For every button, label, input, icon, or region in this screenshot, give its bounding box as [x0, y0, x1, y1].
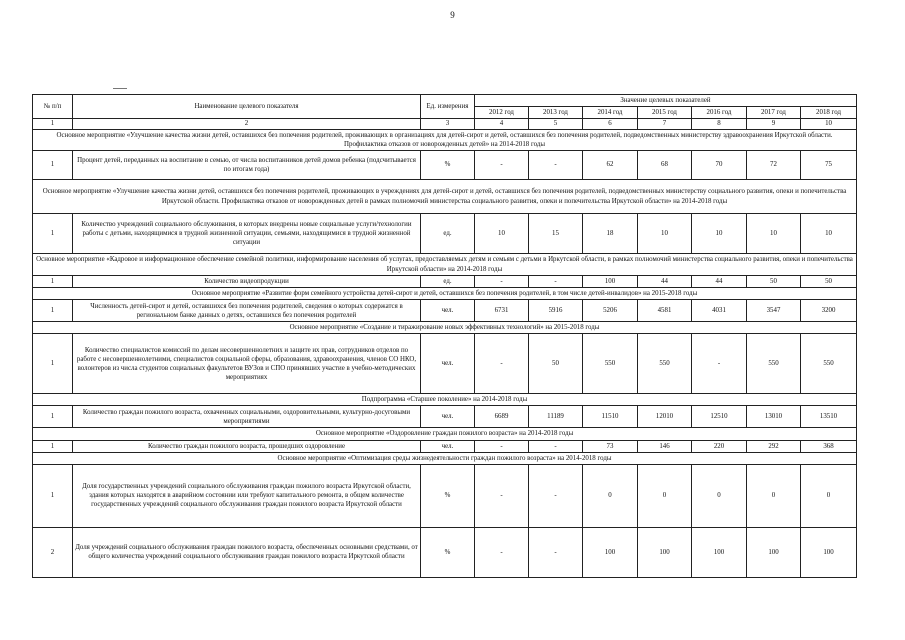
indicator-value: 10 [475, 214, 529, 254]
indicator-value: - [475, 440, 529, 452]
indicator-value: 62 [583, 151, 638, 180]
indicator-value: 4581 [638, 300, 692, 322]
indicator-name: Процент детей, переданных на воспитание в семью, от числа воспитанников детей домов ребенка (подсчитывается по итогам года) [73, 151, 421, 180]
indicator-name: Количество граждан пожилого возраста, прошедших оздоровление [73, 440, 421, 452]
indicator-value: 12010 [638, 406, 692, 428]
indicator-value: 146 [638, 440, 692, 452]
header-year: 2012 год [475, 107, 529, 119]
indicator-value: 368 [801, 440, 857, 452]
indicator-value: 72 [747, 151, 801, 180]
section-row [33, 288, 857, 300]
column-number: 5 [529, 119, 583, 130]
indicator-unit: % [421, 151, 475, 180]
indicator-value: 75 [801, 151, 857, 180]
section-row [33, 428, 857, 440]
indicator-value: 15 [529, 214, 583, 254]
indicator-value: - [475, 151, 529, 180]
indicator-row [33, 527, 857, 577]
indicator-row [33, 214, 857, 254]
indicator-value: 10 [801, 214, 857, 254]
indicator-value: - [475, 527, 529, 577]
indicator-value: 100 [583, 527, 638, 577]
header-unit: Ед. измерения [421, 95, 475, 119]
row-number: 1 [33, 464, 73, 527]
indicator-value: 44 [692, 276, 747, 288]
indicator-value: 100 [801, 527, 857, 577]
page-number: 9 [450, 10, 455, 20]
indicator-unit: ед. [421, 214, 475, 254]
indicator-value: 10 [692, 214, 747, 254]
indicator-value: 220 [692, 440, 747, 452]
indicator-value: - [529, 464, 583, 527]
section-title: Основное мероприятие «Улучшение качества жизни детей, оставшихся без попечения родителей, проживающих в учреждениях для детей-сирот и детей, оставшихся без попечения родителей, подведомственных министерству социального развития, опеки и попечительства Иркутской области. Профилактика отказов от новорожденных детей в рамках полномочий министерства социального развития, опеки и попечительства Иркутской области» на 2014-2018 годы [33, 180, 857, 214]
indicator-name: Количество специалистов комиссий по делам несовершеннолетних и защите их прав, сотрудников отделов по работе с несовершеннолетними, специалистов социальной сферы, образования, здравоохранения, членов СО НКО, волонтеров из числа студентов социальных факультетов ВУЗов и СПО принявших участие в учебно-методических мероприятиях [73, 334, 421, 394]
indicator-value: 12510 [692, 406, 747, 428]
indicator-name: Доля учреждений социального обслуживания граждан пожилого возраста, обеспеченных основными средствами, от общего количества учреждений социального обслуживания граждан пожилого возраста Иркутской области [73, 527, 421, 577]
row-number: 1 [33, 334, 73, 394]
section-title: Основное мероприятие «Оздоровление граждан пожилого возраста» на 2014-2018 годы [33, 428, 857, 440]
column-number: 3 [421, 119, 475, 130]
column-number: 1 [33, 119, 73, 130]
indicator-unit: чел. [421, 334, 475, 394]
section-title: Основное мероприятие «Создание и тиражирование новых эффективных технологий» на 2015-2018 годы [33, 322, 857, 334]
indicator-value: 13010 [747, 406, 801, 428]
row-number: 1 [33, 406, 73, 428]
indicator-value: - [475, 276, 529, 288]
scan-mark [113, 88, 127, 89]
indicator-value: 100 [583, 276, 638, 288]
header-number: № п/п [33, 95, 73, 119]
indicator-name: Количество учреждений социального обслуживания, в которых внедрены новые социальные услуги/технологии работы с детьми, находящимися в трудной жизненной ситуации, семьями, находящимися в трудной жизненной ситуации [73, 214, 421, 254]
section-row [33, 254, 857, 276]
indicator-value: 11510 [583, 406, 638, 428]
indicator-value: 50 [801, 276, 857, 288]
header-year: 2014 год [583, 107, 638, 119]
indicator-unit: ед. [421, 276, 475, 288]
indicator-value: 550 [747, 334, 801, 394]
indicator-unit: чел. [421, 406, 475, 428]
row-number: 1 [33, 151, 73, 180]
row-number: 2 [33, 527, 73, 577]
section-row [33, 394, 857, 406]
indicator-value: 0 [747, 464, 801, 527]
indicator-value: - [529, 151, 583, 180]
indicator-row [33, 406, 857, 428]
row-number: 1 [33, 300, 73, 322]
header-year: 2018 год [801, 107, 857, 119]
header-values: Значение целевых показателей [475, 95, 857, 107]
row-number: 1 [33, 214, 73, 254]
indicator-row [33, 151, 857, 180]
section-title: Основное мероприятие «Развитие форм семейного устройства детей-сирот и детей, оставшихся без попечения родителей, в том числе детей-инвалидов» на 2015-2018 годы [33, 288, 857, 300]
indicator-value: 292 [747, 440, 801, 452]
indicator-row [33, 334, 857, 394]
indicator-value: 10 [747, 214, 801, 254]
column-number: 10 [801, 119, 857, 130]
section-title: Основное мероприятие «Улучшение качества жизни детей, оставшихся без попечения родителей, проживающих в организациях для детей-сирот и детей, оставшихся без попечения родителей, подведомственных министерству здравоохранения Иркутской области. Профилактика отказов от новорожденных детей» на 2014-2018 годы [33, 129, 857, 150]
indicator-value: 100 [638, 527, 692, 577]
indicator-value: 0 [692, 464, 747, 527]
indicator-row [33, 300, 857, 322]
indicator-value: 550 [801, 334, 857, 394]
column-number: 4 [475, 119, 529, 130]
table-body [33, 95, 857, 578]
indicator-value: 0 [801, 464, 857, 527]
indicator-name: Численность детей-сирот и детей, оставшихся без попечения родителей, сведения о которых содержатся в региональном банке данных о детях, оставшихся без попечения родителей [73, 300, 421, 322]
indicator-value: 18 [583, 214, 638, 254]
indicator-value: - [529, 440, 583, 452]
row-number: 1 [33, 440, 73, 452]
indicator-value: 68 [638, 151, 692, 180]
column-number: 8 [692, 119, 747, 130]
indicator-unit: % [421, 464, 475, 527]
indicator-unit: чел. [421, 440, 475, 452]
row-number: 1 [33, 276, 73, 288]
indicator-value: 550 [583, 334, 638, 394]
indicator-value: - [475, 464, 529, 527]
indicator-row [33, 276, 857, 288]
indicator-value: 70 [692, 151, 747, 180]
indicator-name: Количество видеопродукции [73, 276, 421, 288]
indicator-value: 100 [692, 527, 747, 577]
indicator-value: 6731 [475, 300, 529, 322]
indicator-value: 550 [638, 334, 692, 394]
indicator-row [33, 464, 857, 527]
indicator-value: - [529, 276, 583, 288]
indicator-value: 3547 [747, 300, 801, 322]
indicator-value: 44 [638, 276, 692, 288]
indicator-value: 10 [638, 214, 692, 254]
indicator-unit: чел. [421, 300, 475, 322]
section-row [33, 452, 857, 464]
indicator-value: - [529, 527, 583, 577]
indicator-value: 100 [747, 527, 801, 577]
indicator-value: 13510 [801, 406, 857, 428]
section-row [33, 129, 857, 150]
indicator-value: 6689 [475, 406, 529, 428]
header-year: 2013 год [529, 107, 583, 119]
header-year: 2017 год [747, 107, 801, 119]
header-year: 2015 год [638, 107, 692, 119]
indicator-value: 0 [638, 464, 692, 527]
column-number: 7 [638, 119, 692, 130]
indicator-name: Доля государственных учреждений социального обслуживания граждан пожилого возраста Иркутской области, здания которых находятся в аварийном состоянии или требуют капитального ремонта, в общем количестве государственных учреждений социального обслуживания граждан пожилого возраста Иркутской области [73, 464, 421, 527]
section-title: Основное мероприятие «Оптимизация среды жизнедеятельности граждан пожилого возраста» на 2014-2018 годы [33, 452, 857, 464]
indicator-value: 73 [583, 440, 638, 452]
indicator-value: - [475, 334, 529, 394]
indicator-value: 5916 [529, 300, 583, 322]
indicator-value: 11189 [529, 406, 583, 428]
indicator-name: Количество граждан пожилого возраста, охваченных социальными, оздоровительными, культурно-досуговыми мероприятиями [73, 406, 421, 428]
indicator-value: 0 [583, 464, 638, 527]
section-row [33, 180, 857, 214]
header-year: 2016 год [692, 107, 747, 119]
indicator-value: 50 [747, 276, 801, 288]
indicator-value: 50 [529, 334, 583, 394]
section-title: Подпрограмма «Старшее поколение» на 2014-2018 годы [33, 394, 857, 406]
column-number: 2 [73, 119, 421, 130]
indicator-value: - [692, 334, 747, 394]
section-row [33, 322, 857, 334]
indicator-row [33, 440, 857, 452]
indicator-value: 3200 [801, 300, 857, 322]
indicator-value: 5206 [583, 300, 638, 322]
indicator-unit: % [421, 527, 475, 577]
indicator-value: 4031 [692, 300, 747, 322]
header-name: Наименование целевого показателя [73, 95, 421, 119]
section-title: Основное мероприятие «Кадровое и информационное обеспечение семейной политики, информирование населения об услугах, предоставляемых детям и семьям с детьми в Иркутской области, в рамках полномочий министерства социального развития, опеки и попечительства Иркутской области» на 2014-2018 годы [33, 254, 857, 276]
column-number: 9 [747, 119, 801, 130]
column-number: 6 [583, 119, 638, 130]
target-indicators-table [32, 94, 857, 578]
